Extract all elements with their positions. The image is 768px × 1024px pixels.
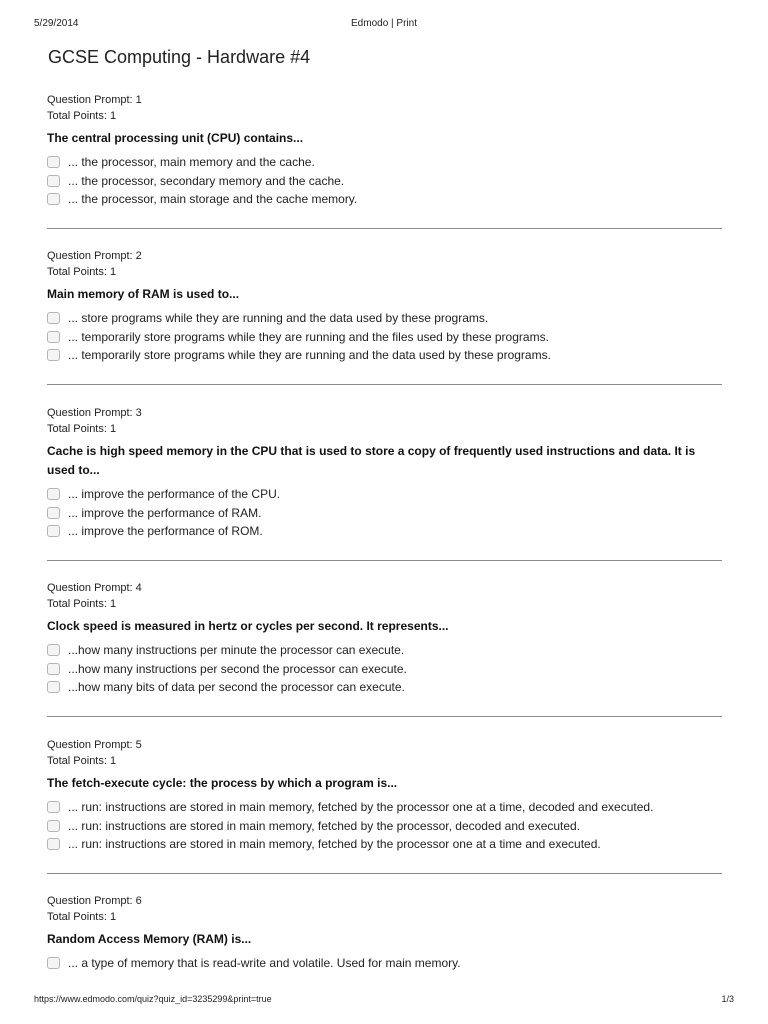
answer-option[interactable]: [47, 954, 722, 973]
option-label: ...how many instructions per minute the processor can execute.: [68, 643, 405, 658]
divider: [47, 384, 722, 385]
answer-option[interactable]: [47, 641, 722, 660]
total-points: Total Points: 1: [47, 266, 117, 278]
answer-option[interactable]: [47, 817, 722, 836]
question-text: Random Access Memory (RAM) is...: [47, 932, 252, 946]
answer-option[interactable]: [47, 660, 722, 679]
option-label: ... run: instructions are stored in main memory, fetched by the processor one at a time and executed.: [68, 837, 601, 852]
checkbox[interactable]: [47, 663, 60, 675]
answer-option[interactable]: [47, 309, 722, 328]
question-prompt: Question Prompt: 1: [47, 94, 142, 106]
answer-option[interactable]: [47, 172, 722, 191]
divider: [47, 716, 722, 717]
question-5: [47, 737, 722, 854]
option-label: ... store programs while they are running and the data used by these programs.: [68, 311, 489, 326]
option-label: ... improve the performance of the CPU.: [68, 487, 281, 502]
page-url: https://www.edmodo.com/quiz?quiz_id=3235299&print=true: [34, 994, 272, 1004]
checkbox[interactable]: [47, 193, 60, 205]
answer-option[interactable]: [47, 678, 722, 697]
checkbox[interactable]: [47, 156, 60, 168]
option-label: ... run: instructions are stored in main memory, fetched by the processor one at a time, decoded and executed.: [68, 800, 654, 815]
question-text: The fetch-execute cycle: the process by which a program is...: [47, 776, 398, 790]
divider: [47, 560, 722, 561]
checkbox[interactable]: [47, 349, 60, 361]
checkbox[interactable]: [47, 838, 60, 850]
answer-option[interactable]: [47, 346, 722, 365]
option-label: ... run: instructions are stored in main memory, fetched by the processor, decoded and executed.: [68, 818, 581, 833]
checkbox[interactable]: [47, 525, 60, 537]
answer-option[interactable]: [47, 522, 722, 541]
answer-option[interactable]: [47, 835, 722, 854]
question-6: [47, 893, 722, 973]
checkbox[interactable]: [47, 175, 60, 187]
total-points: Total Points: 1: [47, 755, 117, 767]
checkbox[interactable]: [47, 312, 60, 324]
question-prompt: Question Prompt: 2: [47, 250, 142, 262]
checkbox[interactable]: [47, 644, 60, 656]
print-date: 5/29/2014: [34, 18, 79, 29]
checkbox[interactable]: [47, 801, 60, 813]
page-number: 1/3: [721, 994, 734, 1004]
checkbox[interactable]: [47, 488, 60, 500]
page-title: GCSE Computing - Hardware #4: [48, 47, 311, 67]
answer-option[interactable]: [47, 153, 722, 172]
answer-option[interactable]: [47, 504, 722, 523]
answer-option[interactable]: [47, 798, 722, 817]
option-label: ...how many bits of data per second the processor can execute.: [68, 680, 405, 695]
question-text: The central processing unit (CPU) contains...: [47, 131, 304, 145]
question-prompt: Question Prompt: 6: [47, 895, 142, 907]
option-label: ... a type of memory that is read-write and volatile. Used for main memory.: [68, 956, 461, 971]
total-points: Total Points: 1: [47, 110, 117, 122]
question-prompt: Question Prompt: 4: [47, 582, 142, 594]
option-label: ...how many instructions per second the processor can execute.: [68, 661, 407, 676]
print-title: Edmodo | Print: [351, 18, 417, 29]
option-label: ... temporarily store programs while they are running and the files used by these programs.: [68, 329, 549, 344]
question-4: [47, 580, 722, 697]
checkbox[interactable]: [47, 331, 60, 343]
option-label: ... the processor, secondary memory and the cache.: [68, 173, 345, 188]
answer-option[interactable]: [47, 328, 722, 347]
question-2: [47, 248, 722, 365]
option-label: ... the processor, main storage and the cache memory.: [68, 192, 358, 207]
print-header: [34, 18, 734, 32]
checkbox[interactable]: [47, 507, 60, 519]
question-3: [47, 405, 722, 541]
divider: [47, 228, 722, 229]
total-points: Total Points: 1: [47, 423, 117, 435]
question-prompt: Question Prompt: 5: [47, 739, 142, 751]
question-1: [47, 92, 722, 209]
divider: [47, 873, 722, 874]
option-label: ... temporarily store programs while they are running and the data used by these programs.: [68, 348, 551, 363]
question-text: Clock speed is measured in hertz or cycles per second. It represents...: [47, 619, 449, 633]
option-label: ... improve the performance of ROM.: [68, 524, 263, 539]
answer-option[interactable]: [47, 190, 722, 209]
question-text: Main memory of RAM is used to...: [47, 287, 240, 301]
total-points: Total Points: 1: [47, 598, 117, 610]
total-points: Total Points: 1: [47, 911, 117, 923]
option-label: ... improve the performance of RAM.: [68, 505, 262, 520]
question-text: Cache is high speed memory in the CPU that is used to store a copy of frequently used instructions and data. It is used to...: [47, 444, 696, 477]
checkbox[interactable]: [47, 957, 60, 969]
question-prompt: Question Prompt: 3: [47, 407, 142, 419]
checkbox[interactable]: [47, 820, 60, 832]
print-footer: [34, 994, 734, 1008]
answer-option[interactable]: [47, 485, 722, 504]
checkbox[interactable]: [47, 681, 60, 693]
option-label: ... the processor, main memory and the cache.: [68, 155, 315, 170]
